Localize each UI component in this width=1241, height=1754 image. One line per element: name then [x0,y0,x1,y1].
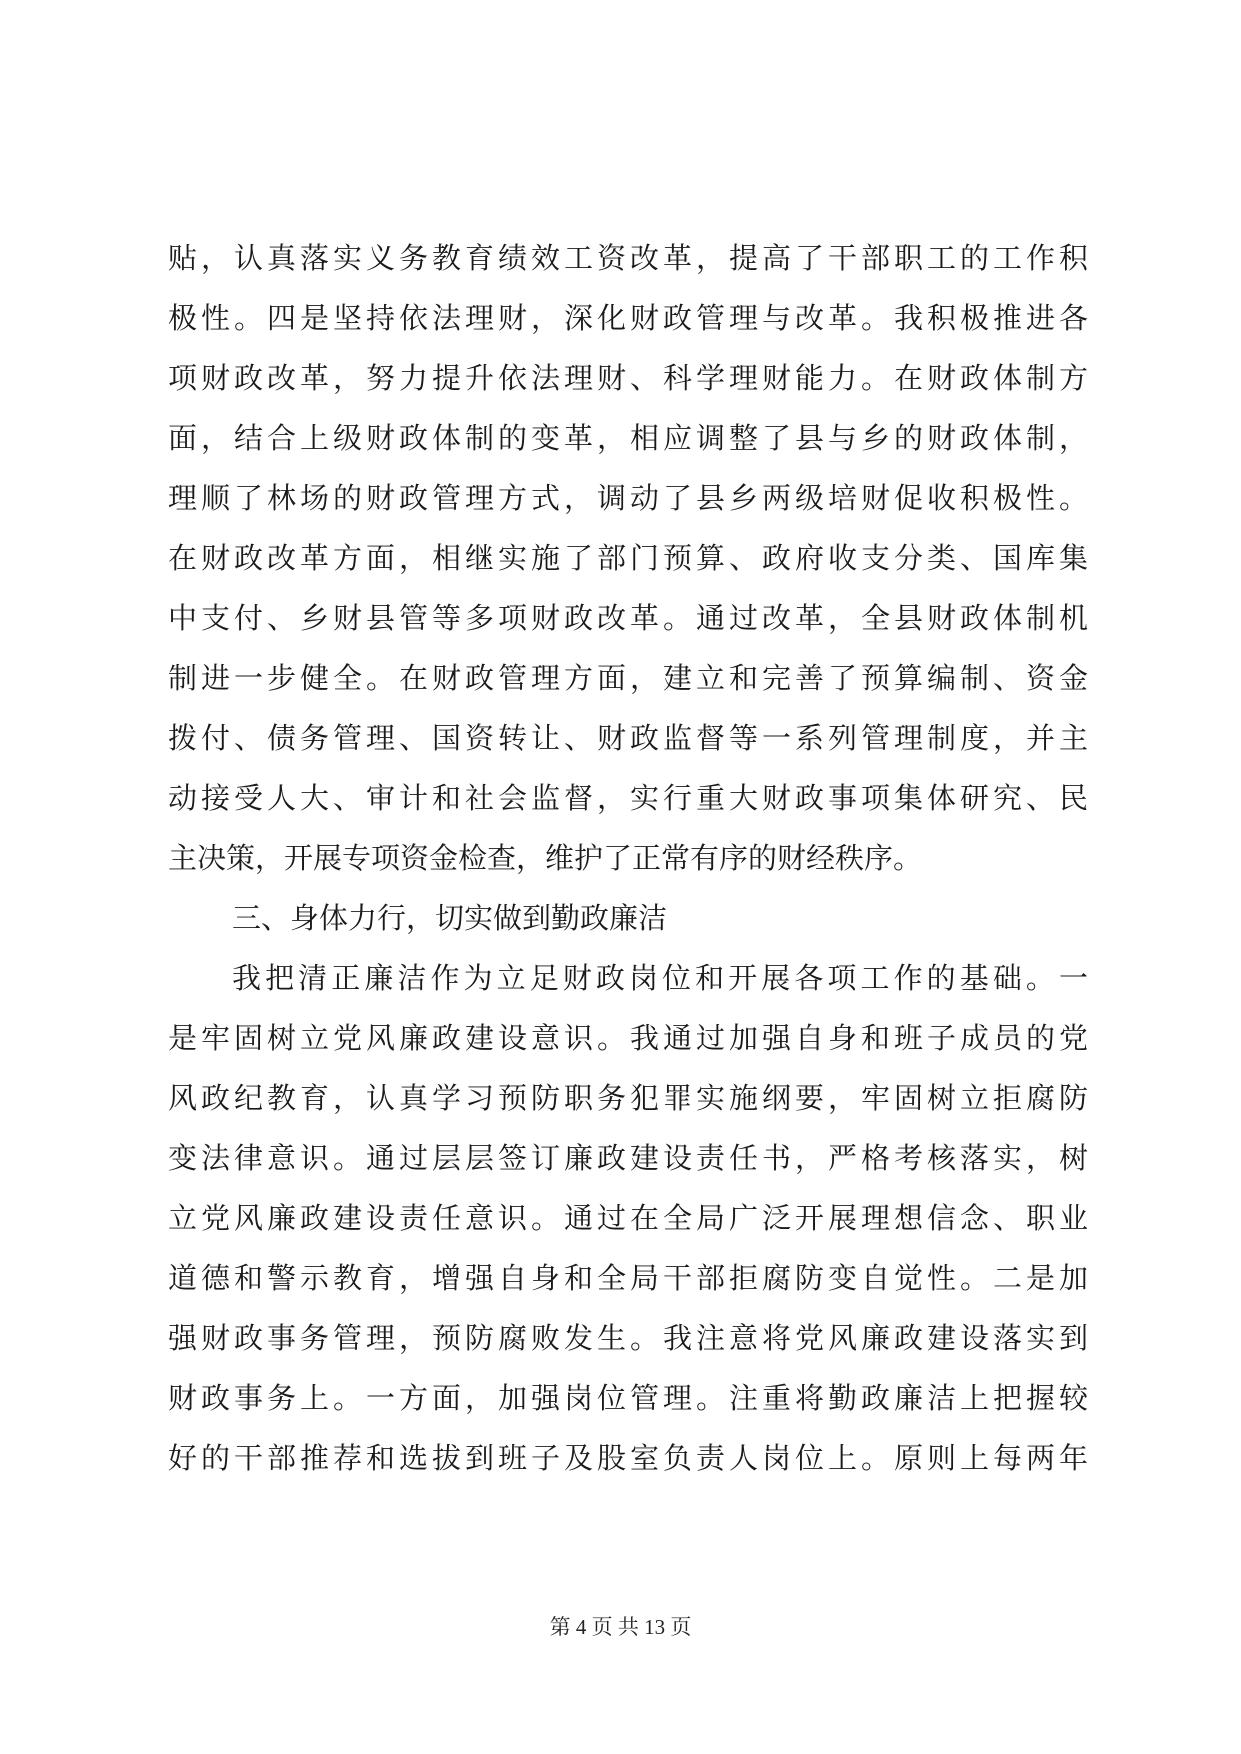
text-line: 立党风廉政建设责任意识。通过在全局广泛开展理想信念、职业 [168,1201,1088,1235]
text-line: 拨付、债务管理、国资转让、财政监督等一系列管理制度，并主 [168,721,1088,755]
text-line: 变法律意识。通过层层签订廉政建设责任书，严格考核落实，树 [168,1141,1088,1175]
page-number-footer: 第 4 页 共 13 页 [549,1615,692,1639]
text-line: 财政事务上。一方面，加强岗位管理。注重将勤政廉洁上把握较 [168,1381,1088,1415]
text-line: 理顺了林场的财政管理方式，调动了县乡两级培财促收积极性。 [168,481,1088,515]
text-line: 贴，认真落实义务教育绩效工资改革，提高了干部职工的工作积 [168,241,1088,275]
text-line: 项财政改革，努力提升依法理财、科学理财能力。在财政体制方 [168,361,1088,395]
text-line: 动接受人大、审计和社会监督，实行重大财政事项集体研究、民 [168,781,1088,815]
text-line: 面，结合上级财政体制的变革，相应调整了县与乡的财政体制， [168,421,1088,455]
text-line: 极性。四是坚持依法理财，深化财政管理与改革。我积极推进各 [168,301,1088,335]
text-line: 在财政改革方面，相继实施了部门预算、政府收支分类、国库集 [168,541,1088,575]
text-line: 风政纪教育，认真学习预防职务犯罪实施纲要，牢固树立拒腐防 [168,1081,1088,1115]
text-line: 道德和警示教育，增强自身和全局干部拒腐防变自觉性。二是加 [168,1261,1088,1295]
text-line: 我把清正廉洁作为立足财政岗位和开展各项工作的基础。一 [232,961,1088,995]
text-line: 中支付、乡财县管等多项财政改革。通过改革，全县财政体制机 [168,601,1088,635]
document-body [168,228,1088,1488]
text-line: 是牢固树立党风廉政建设意识。我通过加强自身和班子成员的党 [168,1021,1088,1055]
text-line: 主决策，开展专项资金检查，维护了正常有序的财经秩序。 [168,841,923,875]
text-line: 好的干部推荐和选拔到班子及股室负责人岗位上。原则上每两年 [168,1441,1088,1475]
text-line: 制进一步健全。在财政管理方面，建立和完善了预算编制、资金 [168,661,1088,695]
section-heading: 三、身体力行，切实做到勤政廉洁 [232,901,668,935]
text-line: 强财政事务管理，预防腐败发生。我注意将党风廉政建设落实到 [168,1321,1088,1355]
